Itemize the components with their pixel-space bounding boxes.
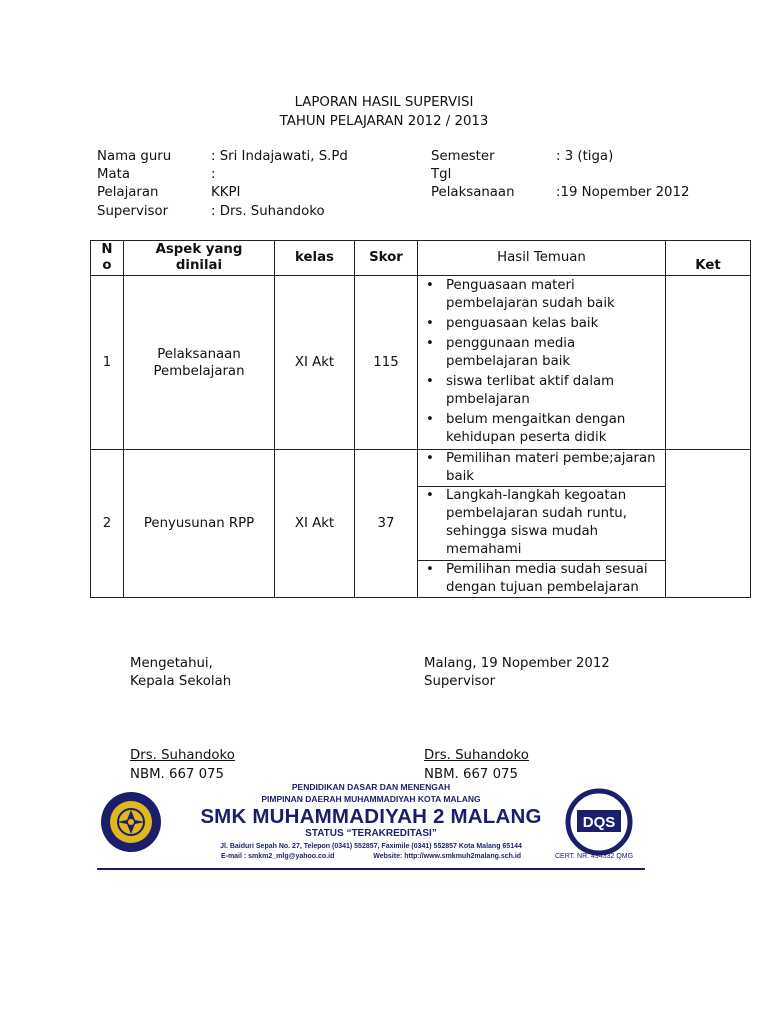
tgl-label: Tgl	[431, 167, 452, 182]
pelajaran-label: Pelajaran	[97, 185, 159, 200]
header-aspek: Aspek yang dinilai	[124, 241, 275, 276]
letterhead-line1: PENDIDIKAN DASAR DAN MENENGAH	[291, 782, 451, 792]
row-skor: 37	[355, 450, 418, 598]
finding-segment	[418, 487, 665, 561]
pelaksanaan-value: :19 Nopember 2012	[556, 185, 690, 200]
table-row	[91, 276, 751, 450]
header-kelas: kelas	[275, 241, 355, 276]
finding-item: • Pemilihan media sudah sesuai dengan tujuan pembelajaran	[418, 561, 665, 597]
sign-left-line2: Kepala Sekolah	[130, 674, 232, 689]
supervisor-value: : Drs. Suhandoko	[211, 204, 325, 219]
table-row	[91, 450, 751, 598]
nama-guru-value: : Sri Indajawati, S.Pd	[211, 149, 348, 164]
row-no: 1	[91, 276, 124, 450]
sign-right-line2: Supervisor	[424, 674, 496, 689]
finding-item: • penggunaan media pembelajaran baik	[418, 335, 665, 371]
finding-item: • Penguasaan materi pembelajaran sudah baik	[418, 277, 665, 313]
sign-left-line1: Mengetahui,	[130, 656, 213, 671]
finding-item: • Pemilihan materi pembe;ajaran baik	[418, 450, 665, 486]
svg-text:DQS: DQS	[582, 814, 616, 831]
pelajaran-value: KKPI	[211, 185, 241, 200]
finding-item: • belum mengaitkan dengan kehidupan peserta didik	[418, 411, 665, 447]
iso-certification-icon	[559, 788, 639, 858]
row-kelas: XI Akt	[275, 450, 355, 598]
nama-guru-label: Nama guru	[97, 149, 172, 164]
row-no: 2	[91, 450, 124, 598]
header-skor: Skor	[355, 241, 418, 276]
row-findings	[418, 450, 666, 598]
row-ket	[666, 450, 751, 598]
sign-right-nbm: NBM. 667 075	[424, 767, 518, 782]
finding-item: • siswa terlibat aktif dalam pmbelajaran	[418, 373, 665, 409]
sign-left-nbm: NBM. 667 075	[130, 767, 224, 782]
row-aspek: Penyusunan RPP	[124, 450, 275, 598]
letterhead-line2: PIMPINAN DAERAH MUHAMMADIYAH KOTA MALANG	[261, 794, 481, 804]
header-no: N o	[91, 241, 124, 276]
finding-segment	[418, 561, 665, 597]
row-findings	[418, 276, 666, 450]
semester-label: Semester	[431, 149, 495, 164]
pelaksanaan-label: Pelaksanaan	[431, 185, 515, 200]
sign-right-name: Drs. Suhandoko	[424, 748, 529, 763]
letterhead-cert-nr: CERT. NR. 494332 QMG	[555, 853, 634, 860]
sign-left-name: Drs. Suhandoko	[130, 748, 235, 763]
supervision-table	[90, 240, 751, 598]
row-ket	[666, 276, 751, 450]
letterhead-school-name: SMK MUHAMMADIYAH 2 MALANG	[200, 805, 542, 828]
header-hasil: Hasil Temuan	[418, 241, 666, 276]
sign-right-line1: Malang, 19 Nopember 2012	[424, 656, 610, 671]
letterhead-address: Jl. Baiduri Sepah No. 27, Telepon (0341) 552857, Faximile (0341) 552857 Kota Malang 65144	[220, 843, 522, 850]
header-ket: Ket	[666, 241, 751, 276]
report-title: LAPORAN HASIL SUPERVISI	[294, 95, 474, 110]
letterhead-rule	[97, 868, 645, 870]
row-skor: 115	[355, 276, 418, 450]
supervisor-label: Supervisor	[97, 204, 169, 219]
finding-segment	[418, 450, 665, 487]
finding-item: • Langkah-langkah kegoatan pembelajaran sudah runtu, sehingga siswa mudah memahami	[418, 487, 665, 559]
school-letterhead	[97, 782, 645, 872]
finding-item: • penguasaan kelas baik	[418, 315, 665, 333]
report-subtitle: TAHUN PELAJARAN 2012 / 2013	[279, 114, 489, 129]
letterhead-status: STATUS “TERAKREDITASI”	[305, 828, 437, 839]
table-header-row	[91, 241, 751, 276]
mata-colon: :	[211, 167, 216, 182]
letterhead-contact: E-mail : smkm2_mlg@yahoo.co.id Website: http://www.smkmuh2malang.sch.id	[220, 853, 522, 860]
row-kelas: XI Akt	[275, 276, 355, 450]
semester-value: : 3 (tiga)	[556, 149, 614, 164]
row-aspek: Pelaksanaan Pembelajaran	[124, 276, 275, 450]
mata-label: Mata	[97, 167, 130, 182]
